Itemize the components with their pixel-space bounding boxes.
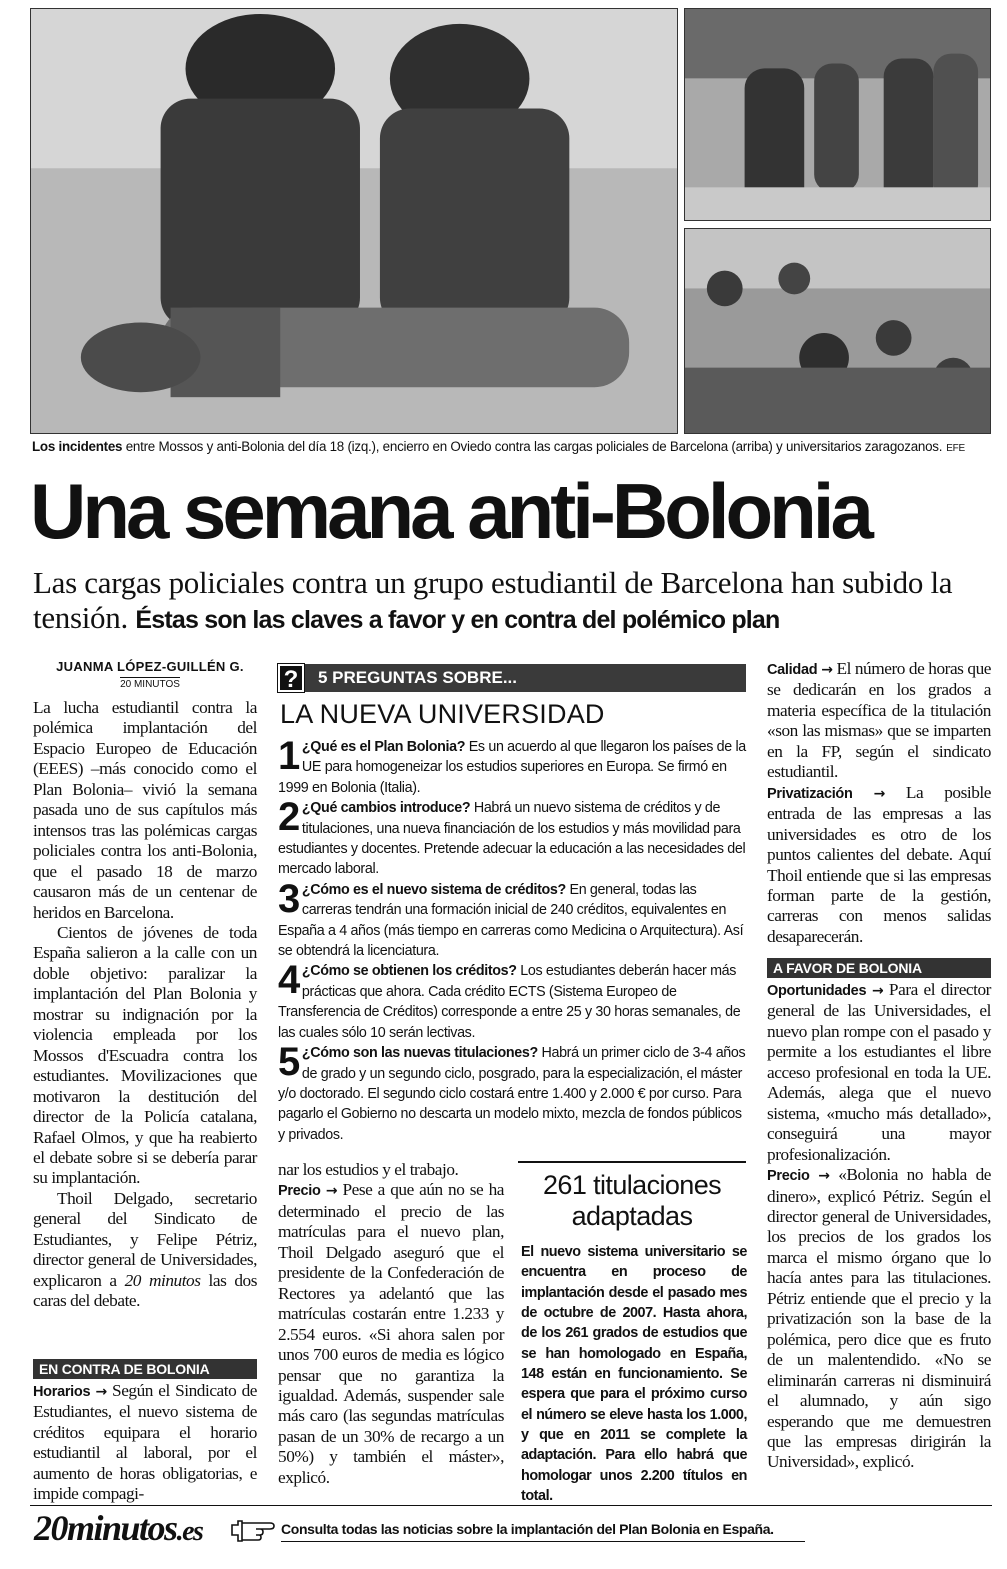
calidad-label: Calidad — [767, 662, 818, 678]
arrow-icon: → — [95, 1384, 107, 1400]
photo-caption — [32, 439, 992, 454]
pointing-hand-icon — [230, 1515, 276, 1545]
question-text: ¿Cómo son las nuevas titulaciones? — [301, 1045, 538, 1062]
favor-precio-label: Precio — [767, 1168, 810, 1185]
question-text: ¿Qué cambios introduce? — [301, 800, 471, 817]
body-paragraph-3: Thoil Delgado, secretario general del Sindicato de Estudiantes, y Felipe Pétriz, director general de Universidades, explicaron a 20 minutos las dos caras del debate. — [33, 1188, 257, 1311]
photo-icon — [685, 229, 990, 433]
footer-rule — [30, 1505, 992, 1506]
logo-main: 20minutos — [34, 1508, 177, 1548]
caption-text: entre Mossos y anti-Bolonia del día 18 (izq.), encierro en Oviedo contra las cargas policiales de Barcelona (arriba) y universitarios zaragozanos. — [122, 439, 943, 454]
question-mark-icon: ? — [278, 664, 304, 692]
horarios-label: Horarios — [33, 1384, 91, 1400]
footer-underline — [281, 1541, 805, 1542]
main-photo-police-arrest — [30, 8, 678, 434]
questions-title: LA NUEVA UNIVERSIDAD — [280, 699, 605, 729]
answer-text: En general, todas las carreras tendrán una formación inicial de 240 créditos, equivalentes en España a 4 años (más tiempo en carreras como Medicina o Arquitectura). Así se obtendrá la licenciatura. — [278, 881, 744, 960]
answer-text: Habrá un nuevo sistema de créditos y de titulaciones, una nueva financiación de los estudios y más movilidad para estudiantes y docentes. Pretende adecuar la educación a las necesidades del mercado laboral. — [278, 800, 746, 878]
questions-list — [278, 734, 746, 1145]
photo-icon — [31, 9, 677, 433]
section-bar-contra: EN CONTRA DE BOLONIA — [33, 1359, 257, 1379]
question-number: 2 — [278, 795, 300, 840]
arrow-icon: → — [325, 1183, 338, 1200]
question-number: 5 — [278, 1040, 300, 1085]
oportunidades-text: Para el director general de las Universidades, el nuevo plan rompe con el pasado y permite a los estudiantes el libre acceso profesional en toda la UE. Además, alega que el nuevo sistema, «mucho más detallado», conseguirá una mayor profesionalización. — [767, 980, 991, 1164]
horarios-text: Según el Sindicato de Estudiantes, el nuevo sistema de créditos equipara el horario estudiantil al laboral, por el aumento de horas obligatorias, e impide compagi- — [33, 1381, 257, 1504]
question-item — [278, 958, 746, 1043]
sidebar-title: 261 titulaciones adaptadas — [542, 1170, 722, 1231]
logo-suffix: .es — [176, 1516, 203, 1547]
favor-precio-text: «Bolonia no habla de dinero», explicó Pétriz. Según el director general de Universidades, los precios de los grados los marca el mismo órgano que lo hacía antes para las titulaciones. Pétriz entiende que el precio y la privatización son la base de la polémica, pero dice que es fruto de un malentendido. «No se eliminarán carreras ni disminuirá el alumnado, y aún sigo esperando que me demuestren que las empresas dirigirán la Universidad», explicó. — [767, 1165, 991, 1472]
privatizacion-text: La posible entrada de las empresas a las universidades es otro de los puntos calientes del debate. Aquí Thoil entiende que si las empresas forman parte de la gestión, carreras con menos salidas desaparecerán. — [767, 782, 992, 946]
article-body — [33, 698, 257, 1312]
privatizacion-label: Privatización — [767, 785, 853, 802]
author-name: JUANMA LÓPEZ-GUILLÉN G. — [56, 659, 244, 674]
footer-link-text[interactable]: Consulta todas las noticias sobre la implantación del Plan Bolonia en España. — [281, 1521, 774, 1537]
contra-continuation — [278, 1160, 504, 1488]
subheadline — [33, 565, 1003, 638]
question-number: 4 — [278, 958, 300, 1003]
question-text: ¿Cómo se obtienen los créditos? — [301, 963, 517, 980]
question-text: ¿Qué es el Plan Bolonia? — [301, 739, 466, 755]
precio-text: Pese a que aún no se ha determinado el precio de las matrículas para el nuevo plan, Thoil Delgado aseguró que el presidente de la Confederación de Rectores ya adelantó que las matrículas costarán entre 1.233 y 2.554 euros. «Si ahora salen por unos 700 euros de media es lógico pensar que no garantiza la igualdad. Además, suspender sale más caro (las segundas matrículas pasan de un 30% de recargo a un 50%) y también el máster», explicó. — [278, 1180, 504, 1487]
newspaper-name: 20 minutos — [124, 1270, 201, 1290]
photo-zaragoza-students — [684, 228, 991, 434]
caption-lead: Los incidentes — [32, 439, 123, 454]
calidad-text: El número de horas que se dedicarán en los grados a materia específica de la titulación «son las mismas» que se imparten en la FP, según el sindicato estudiantil. — [767, 659, 991, 782]
arrow-icon: → — [871, 983, 884, 999]
question-item — [278, 1040, 746, 1145]
precio-label: Precio — [278, 1183, 321, 1200]
photo-icon — [685, 9, 990, 220]
arrow-icon: → — [818, 1168, 830, 1185]
author-org: 20 MINUTOS — [120, 679, 180, 690]
site-logo[interactable] — [34, 1507, 202, 1549]
question-item — [278, 795, 746, 880]
arrow-icon: → — [873, 785, 885, 802]
section-bar-favor: A FAVOR DE BOLONIA — [767, 958, 991, 978]
subhead-regular: Las cargas policiales contra un grupo estudiantil de Barcelona han subido la tensión. — [33, 565, 953, 635]
photo-oviedo-students — [684, 8, 991, 221]
answer-text: Es un acuerdo al que llegaron los países de la UE para homogeneizar los estudios superiores en Europa. Se firmó en 1999 en Bolonia (Italia). — [278, 739, 746, 796]
questions-header: 5 PREGUNTAS SOBRE... — [278, 664, 746, 692]
photo-credit: EFE — [946, 443, 965, 454]
arrow-icon: → — [821, 662, 833, 678]
body-paragraph-1: La lucha estudiantil contra la polémica implantación del Espacio Europeo de Educación (EEES) –más conocido como el Plan Bolonia– vivió la semana pasada uno de sus capítulos más intensos tras las polémicas cargas policiales contra los anti-Bolonia, que el pasado 18 de marzo causaron más de un centenar de heridos en Barcelona. — [33, 698, 257, 922]
question-number: 3 — [278, 876, 300, 921]
horarios-continuation: nar los estudios y el trabajo. — [278, 1160, 459, 1179]
answer-text: Habrá un primer ciclo de 3-4 años de grado y un segundo ciclo, posgrado, para la especialización, el máster y/o doctorado. El segundo ciclo costará entre 1.400 y 2.000 € por curso. Para pagarlo el Gobierno no descarta un modelo mixto, mezcla de fondos públicos y privados. — [278, 1045, 746, 1143]
answer-text: Los estudiantes deberán hacer más prácticas que ahora. Cada crédito ECTS (Sistema Europeo de Transferencia de Créditos) corresponde a entre 25 y 30 horas semanales, de las cuales sólo 10 serán lectivas. — [278, 963, 741, 1041]
favor-section — [767, 980, 991, 1473]
body-paragraph-2: Cientos de jóvenes de toda España salieron a la calle con un doble objetivo: paralizar la implantación del Plan Bolonia y mostrar su indignación por la violencia empleada por los Mossos d'Escuadra contra los estudiantes. Movilizaciones que motivaron la destitución del director de la Policía catalana, Rafael Olmos, y que ha reabierto el debate sobre si se debería parar su implantación. — [33, 922, 257, 1188]
contra-calidad-privatizacion — [767, 659, 991, 947]
sidebar-body: El nuevo sistema universitario se encuentra en proceso de implantación desde el pasado mes de octubre de 2007. Hasta ahora, de los 261 grados de estudios que se han homologado en España, 148 están en funcionamiento. Se espera que para el próximo curso el número se eleve hasta los 1.000, y que en 2011 se complete la adaptación. Para ello habrá que homologar unos 2.200 títulos en total. — [521, 1244, 747, 1505]
question-item — [278, 734, 746, 798]
byline — [40, 659, 260, 692]
oportunidades-label: Oportunidades — [767, 983, 867, 999]
question-number: 1 — [278, 734, 300, 778]
subhead-bold: Éstas son las claves a favor y en contra del polémico plan — [135, 606, 780, 634]
contra-horarios — [33, 1381, 257, 1505]
question-item — [278, 876, 746, 962]
question-text: ¿Cómo es el nuevo sistema de créditos? — [301, 881, 566, 898]
headline: Una semana anti-Bolonia — [30, 467, 870, 555]
sidebar-rule — [518, 1161, 746, 1163]
